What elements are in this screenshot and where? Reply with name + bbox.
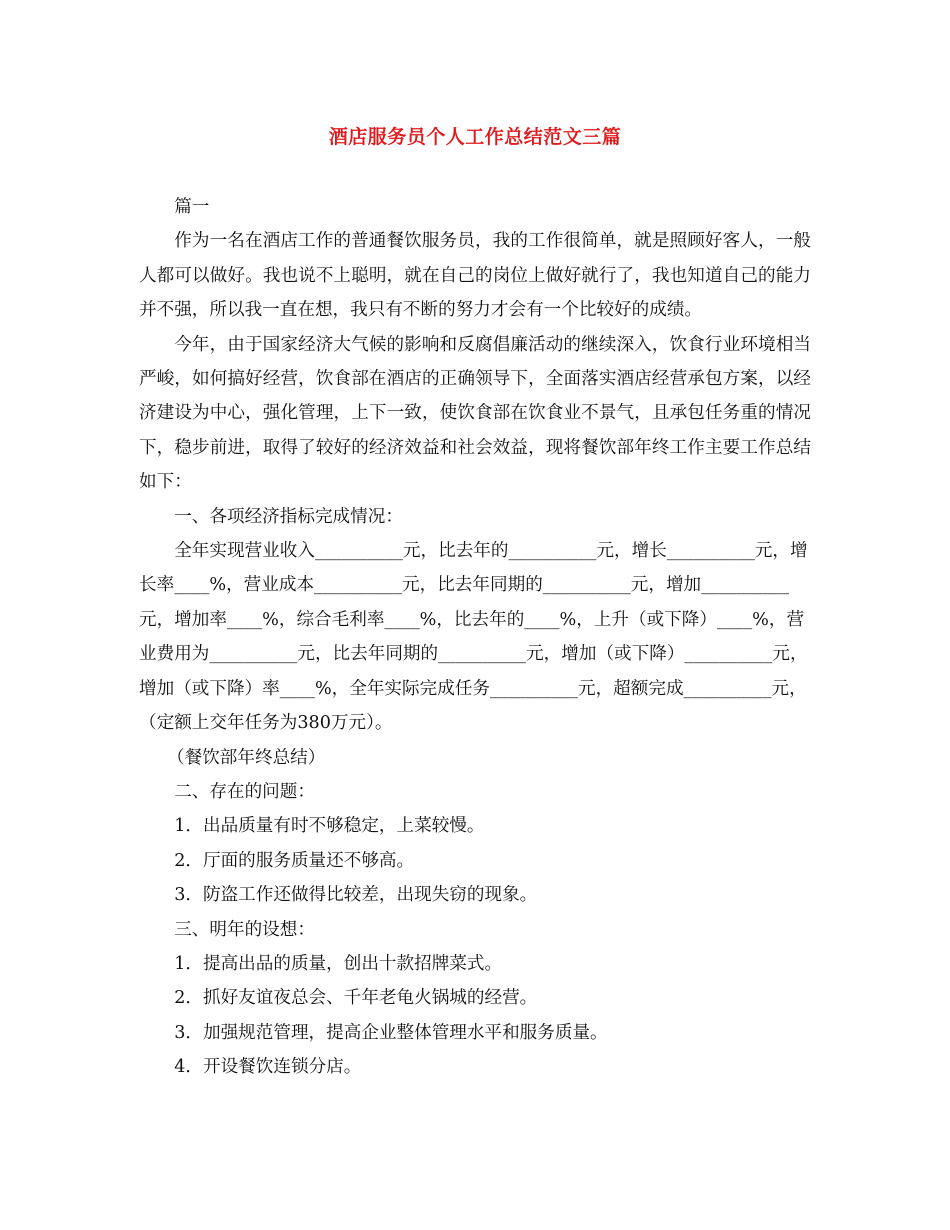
list-item: 1．提高出品的质量，创出十款招牌菜式。 [174,953,503,974]
list-item: 3．加强规范管理，提高企业整体管理水平和服务质量。 [174,1022,608,1043]
section3-heading: 三、明年的设想： [174,919,315,940]
section1-heading: 一、各项经济指标完成情况： [174,506,403,527]
list-item: 4．开设餐饮连锁分店。 [174,1057,362,1078]
list-item: 3．防盗工作还做得比较差，出现失窃的现象。 [174,885,538,906]
intro-paragraph: 作为一名在酒店工作的普通餐饮服务员，我的工作很简单，就是照顾好客人，一般人都可以做好。我也说不上聪明，就在自己的岗位上做好就行了，我也知道自己的能力并不强，所以我一直在想，我只有不断的努力才会有一个比较好的成绩。 [139,231,811,321]
context-paragraph: 今年，由于国家经济大气候的影响和反腐倡廉活动的继续深入，饮食行业环境相当严峻，如何搞好经营，饮食部在酒店的正确领导下，全面落实酒店经营承包方案，以经济建设为中心，强化管理，上下一致，使饮食部在饮食业不景气，且承包任务重的情况下，稳步前进，取得了较好的经济效益和社会效益，现将餐饮部年终工作主要工作总结如下： [139,334,811,493]
list-item: 2．厅面的服务质量还不够高。 [174,850,415,871]
caption-text: （餐饮部年终总结） [167,747,326,768]
section2-heading: 二、存在的问题： [174,781,315,802]
document-body [139,190,811,1085]
list-item: 1．出品质量有时不够稳定，上菜较慢。 [174,816,485,837]
section-label: 篇一 [174,197,210,217]
list-item: 2．抓好友谊夜总会、千年老龟火锅城的经营。 [174,988,538,1009]
indicators-paragraph: 全年实现营业收入__________元，比去年的__________元，增长__________元，增长率____%，营业成本__________元，比去年同期的__________元，增加__________元，增加率____%，综合毛利率____%，比去年的____%，上升（或下降）____%，营业费用为__________元，比去年同期的__________元，增加（或下降）__________元，增加（或下降）率____%，全年实际完成任务__________元，超额完成__________元，（定额上交年任务为380万元）。 [139,541,808,734]
document-title: 酒店服务员个人工作总结范文三篇 [328,126,622,148]
